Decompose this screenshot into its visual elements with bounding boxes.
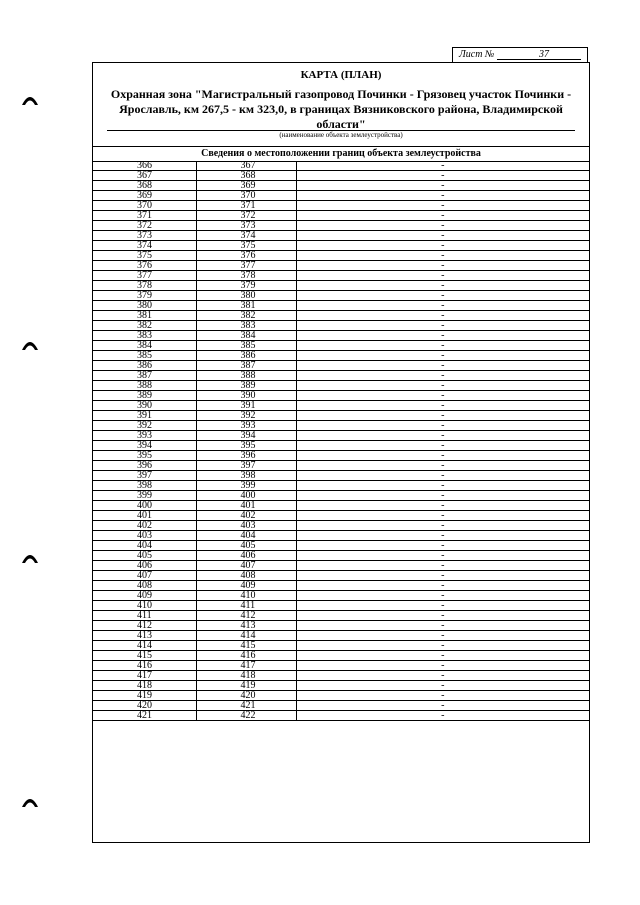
table-row: [93, 201, 589, 211]
point-from-cell: 400: [93, 501, 196, 511]
point-from-cell: 401: [93, 511, 196, 521]
point-to-cell: 374: [196, 231, 296, 241]
point-from-cell: 377: [93, 271, 196, 281]
point-from-cell: 380: [93, 301, 196, 311]
punch-hole-mark: [20, 337, 40, 351]
table-row: [93, 651, 589, 661]
value-cell: -: [296, 621, 589, 631]
value-cell: -: [296, 321, 589, 331]
value-cell: -: [296, 191, 589, 201]
point-to-cell: 394: [196, 431, 296, 441]
value-cell: -: [296, 291, 589, 301]
table-row: [93, 511, 589, 521]
table-row: [93, 211, 589, 221]
point-to-cell: 380: [196, 291, 296, 301]
point-from-cell: 396: [93, 461, 196, 471]
object-name-caption: (наименование объекта землеустройства): [279, 131, 403, 139]
point-to-cell: 369: [196, 181, 296, 191]
table-row: [93, 641, 589, 651]
map-title: КАРТА (ПЛАН): [300, 69, 382, 81]
value-cell: -: [296, 551, 589, 561]
point-to-cell: 406: [196, 551, 296, 561]
value-cell: -: [296, 591, 589, 601]
value-cell: -: [296, 161, 589, 171]
point-from-cell: 367: [93, 171, 196, 181]
value-cell: -: [296, 211, 589, 221]
point-to-cell: 401: [196, 501, 296, 511]
punch-hole-mark: [20, 794, 40, 808]
value-cell: -: [296, 331, 589, 341]
value-cell: -: [296, 381, 589, 391]
point-from-cell: 418: [93, 681, 196, 691]
point-to-cell: 383: [196, 321, 296, 331]
point-to-cell: 370: [196, 191, 296, 201]
table-row: [93, 281, 589, 291]
point-from-cell: 375: [93, 251, 196, 261]
table-row: [93, 241, 589, 251]
table-row: [93, 531, 589, 541]
value-cell: -: [296, 201, 589, 211]
value-cell: -: [296, 231, 589, 241]
table-row: [93, 681, 589, 691]
point-from-cell: 370: [93, 201, 196, 211]
table-row: [93, 161, 589, 171]
sheet-label: Лист №: [459, 49, 495, 60]
table-row: [93, 171, 589, 181]
table-row: [93, 461, 589, 471]
value-cell: -: [296, 241, 589, 251]
point-to-cell: 418: [196, 671, 296, 681]
boundary-table-body: [93, 161, 589, 721]
point-from-cell: 421: [93, 711, 196, 721]
value-cell: -: [296, 441, 589, 451]
table-row: [93, 361, 589, 371]
point-from-cell: 387: [93, 371, 196, 381]
point-to-cell: 390: [196, 391, 296, 401]
table-row: [93, 421, 589, 431]
point-to-cell: 392: [196, 411, 296, 421]
table-row: [93, 471, 589, 481]
point-from-cell: 420: [93, 701, 196, 711]
table-row: [93, 331, 589, 341]
value-cell: -: [296, 361, 589, 371]
point-from-cell: 407: [93, 571, 196, 581]
point-from-cell: 416: [93, 661, 196, 671]
value-cell: -: [296, 671, 589, 681]
value-cell: -: [296, 661, 589, 671]
point-from-cell: 383: [93, 331, 196, 341]
point-to-cell: 387: [196, 361, 296, 371]
value-cell: -: [296, 411, 589, 421]
point-from-cell: 368: [93, 181, 196, 191]
point-to-cell: 422: [196, 711, 296, 721]
table-row: [93, 371, 589, 381]
point-to-cell: 412: [196, 611, 296, 621]
point-from-cell: 373: [93, 231, 196, 241]
table-row: [93, 451, 589, 461]
table-row: [93, 621, 589, 631]
value-cell: -: [296, 541, 589, 551]
table-row: [93, 391, 589, 401]
table-row: [93, 441, 589, 451]
point-to-cell: 408: [196, 571, 296, 581]
table-row: [93, 341, 589, 351]
value-cell: -: [296, 261, 589, 271]
point-from-cell: 403: [93, 531, 196, 541]
table-row: [93, 411, 589, 421]
point-to-cell: 409: [196, 581, 296, 591]
table-row: [93, 701, 589, 711]
point-to-cell: 396: [196, 451, 296, 461]
table-row: [93, 271, 589, 281]
value-cell: -: [296, 701, 589, 711]
point-from-cell: 404: [93, 541, 196, 551]
value-cell: -: [296, 311, 589, 321]
value-cell: -: [296, 531, 589, 541]
point-to-cell: 372: [196, 211, 296, 221]
table-row: [93, 221, 589, 231]
point-to-cell: 368: [196, 171, 296, 181]
point-from-cell: 413: [93, 631, 196, 641]
point-from-cell: 369: [93, 191, 196, 201]
table-row: [93, 381, 589, 391]
value-cell: -: [296, 691, 589, 701]
point-to-cell: 381: [196, 301, 296, 311]
point-to-cell: 393: [196, 421, 296, 431]
point-from-cell: 405: [93, 551, 196, 561]
point-from-cell: 411: [93, 611, 196, 621]
table-row: [93, 711, 589, 721]
value-cell: -: [296, 681, 589, 691]
point-to-cell: 395: [196, 441, 296, 451]
value-cell: -: [296, 651, 589, 661]
point-to-cell: 376: [196, 251, 296, 261]
value-cell: -: [296, 491, 589, 501]
sheet-number-box: [452, 47, 588, 63]
value-cell: -: [296, 221, 589, 231]
point-to-cell: 398: [196, 471, 296, 481]
point-to-cell: 378: [196, 271, 296, 281]
value-cell: -: [296, 271, 589, 281]
point-from-cell: 384: [93, 341, 196, 351]
punch-hole-mark: [20, 92, 40, 106]
value-cell: -: [296, 611, 589, 621]
point-from-cell: 391: [93, 411, 196, 421]
table-row: [93, 661, 589, 671]
table-row: [93, 261, 589, 271]
point-from-cell: 392: [93, 421, 196, 431]
point-from-cell: 412: [93, 621, 196, 631]
table-row: [93, 571, 589, 581]
value-cell: -: [296, 431, 589, 441]
table-row: [93, 671, 589, 681]
point-to-cell: 420: [196, 691, 296, 701]
point-from-cell: 389: [93, 391, 196, 401]
point-to-cell: 379: [196, 281, 296, 291]
table-row: [93, 431, 589, 441]
table-row: [93, 581, 589, 591]
point-from-cell: 381: [93, 311, 196, 321]
point-to-cell: 403: [196, 521, 296, 531]
table-row: [93, 501, 589, 511]
point-from-cell: 397: [93, 471, 196, 481]
point-from-cell: 414: [93, 641, 196, 651]
boundary-table: [93, 161, 589, 721]
point-to-cell: 373: [196, 221, 296, 231]
table-row: [93, 181, 589, 191]
value-cell: -: [296, 171, 589, 181]
point-from-cell: 388: [93, 381, 196, 391]
point-to-cell: 402: [196, 511, 296, 521]
value-cell: -: [296, 631, 589, 641]
table-row: [93, 691, 589, 701]
table-row: [93, 481, 589, 491]
table-row: [93, 541, 589, 551]
sheet-number: 37: [539, 49, 549, 60]
document-frame: [92, 62, 590, 843]
value-cell: -: [296, 301, 589, 311]
point-to-cell: 400: [196, 491, 296, 501]
table-row: [93, 301, 589, 311]
table-row: [93, 351, 589, 361]
value-cell: -: [296, 461, 589, 471]
value-cell: -: [296, 351, 589, 361]
point-from-cell: 408: [93, 581, 196, 591]
point-from-cell: 417: [93, 671, 196, 681]
table-row: [93, 491, 589, 501]
point-to-cell: 397: [196, 461, 296, 471]
point-to-cell: 375: [196, 241, 296, 251]
table-row: [93, 311, 589, 321]
point-from-cell: 386: [93, 361, 196, 371]
value-cell: -: [296, 251, 589, 261]
point-to-cell: 367: [196, 161, 296, 171]
point-to-cell: 389: [196, 381, 296, 391]
value-cell: -: [296, 481, 589, 491]
table-row: [93, 561, 589, 571]
punch-hole-mark: [20, 550, 40, 564]
value-cell: -: [296, 641, 589, 651]
value-cell: -: [296, 371, 589, 381]
table-row: [93, 551, 589, 561]
table-row: [93, 321, 589, 331]
point-from-cell: 385: [93, 351, 196, 361]
point-from-cell: 402: [93, 521, 196, 531]
point-to-cell: 404: [196, 531, 296, 541]
value-cell: -: [296, 511, 589, 521]
point-to-cell: 414: [196, 631, 296, 641]
value-cell: -: [296, 521, 589, 531]
point-to-cell: 405: [196, 541, 296, 551]
value-cell: -: [296, 391, 589, 401]
point-from-cell: 399: [93, 491, 196, 501]
value-cell: -: [296, 341, 589, 351]
value-cell: -: [296, 451, 589, 461]
value-cell: -: [296, 401, 589, 411]
point-from-cell: 382: [93, 321, 196, 331]
object-name: Охранная зона "Магистральный газопровод Починки - Грязовец участок Починки - Ярославль, км 267,5 - км 323,0, в границах Вязниковского района, Владимирской области": [110, 87, 572, 131]
table-row: [93, 191, 589, 201]
point-from-cell: 372: [93, 221, 196, 231]
point-from-cell: 374: [93, 241, 196, 251]
point-to-cell: 421: [196, 701, 296, 711]
table-row: [93, 521, 589, 531]
value-cell: -: [296, 711, 589, 721]
point-from-cell: 379: [93, 291, 196, 301]
value-cell: -: [296, 601, 589, 611]
point-from-cell: 406: [93, 561, 196, 571]
table-row: [93, 231, 589, 241]
section-title: Сведения о местоположении границ объекта землеустройства: [93, 146, 589, 162]
point-to-cell: 371: [196, 201, 296, 211]
table-row: [93, 251, 589, 261]
point-to-cell: 399: [196, 481, 296, 491]
point-from-cell: 378: [93, 281, 196, 291]
point-from-cell: 398: [93, 481, 196, 491]
value-cell: -: [296, 501, 589, 511]
point-from-cell: 419: [93, 691, 196, 701]
point-from-cell: 415: [93, 651, 196, 661]
point-to-cell: 416: [196, 651, 296, 661]
point-to-cell: 384: [196, 331, 296, 341]
value-cell: -: [296, 571, 589, 581]
table-row: [93, 601, 589, 611]
point-from-cell: 393: [93, 431, 196, 441]
point-from-cell: 366: [93, 161, 196, 171]
point-from-cell: 409: [93, 591, 196, 601]
point-to-cell: 388: [196, 371, 296, 381]
point-from-cell: 394: [93, 441, 196, 451]
table-row: [93, 291, 589, 301]
point-to-cell: 407: [196, 561, 296, 571]
point-to-cell: 419: [196, 681, 296, 691]
table-row: [93, 631, 589, 641]
point-from-cell: 395: [93, 451, 196, 461]
point-to-cell: 411: [196, 601, 296, 611]
point-to-cell: 410: [196, 591, 296, 601]
value-cell: -: [296, 181, 589, 191]
point-to-cell: 385: [196, 341, 296, 351]
table-row: [93, 611, 589, 621]
point-to-cell: 413: [196, 621, 296, 631]
point-from-cell: 390: [93, 401, 196, 411]
point-to-cell: 391: [196, 401, 296, 411]
point-from-cell: 410: [93, 601, 196, 611]
point-to-cell: 377: [196, 261, 296, 271]
table-row: [93, 401, 589, 411]
point-to-cell: 382: [196, 311, 296, 321]
value-cell: -: [296, 561, 589, 571]
point-to-cell: 415: [196, 641, 296, 651]
table-row: [93, 591, 589, 601]
value-cell: -: [296, 471, 589, 481]
value-cell: -: [296, 281, 589, 291]
value-cell: -: [296, 421, 589, 431]
point-to-cell: 386: [196, 351, 296, 361]
point-to-cell: 417: [196, 661, 296, 671]
point-from-cell: 371: [93, 211, 196, 221]
value-cell: -: [296, 581, 589, 591]
point-from-cell: 376: [93, 261, 196, 271]
